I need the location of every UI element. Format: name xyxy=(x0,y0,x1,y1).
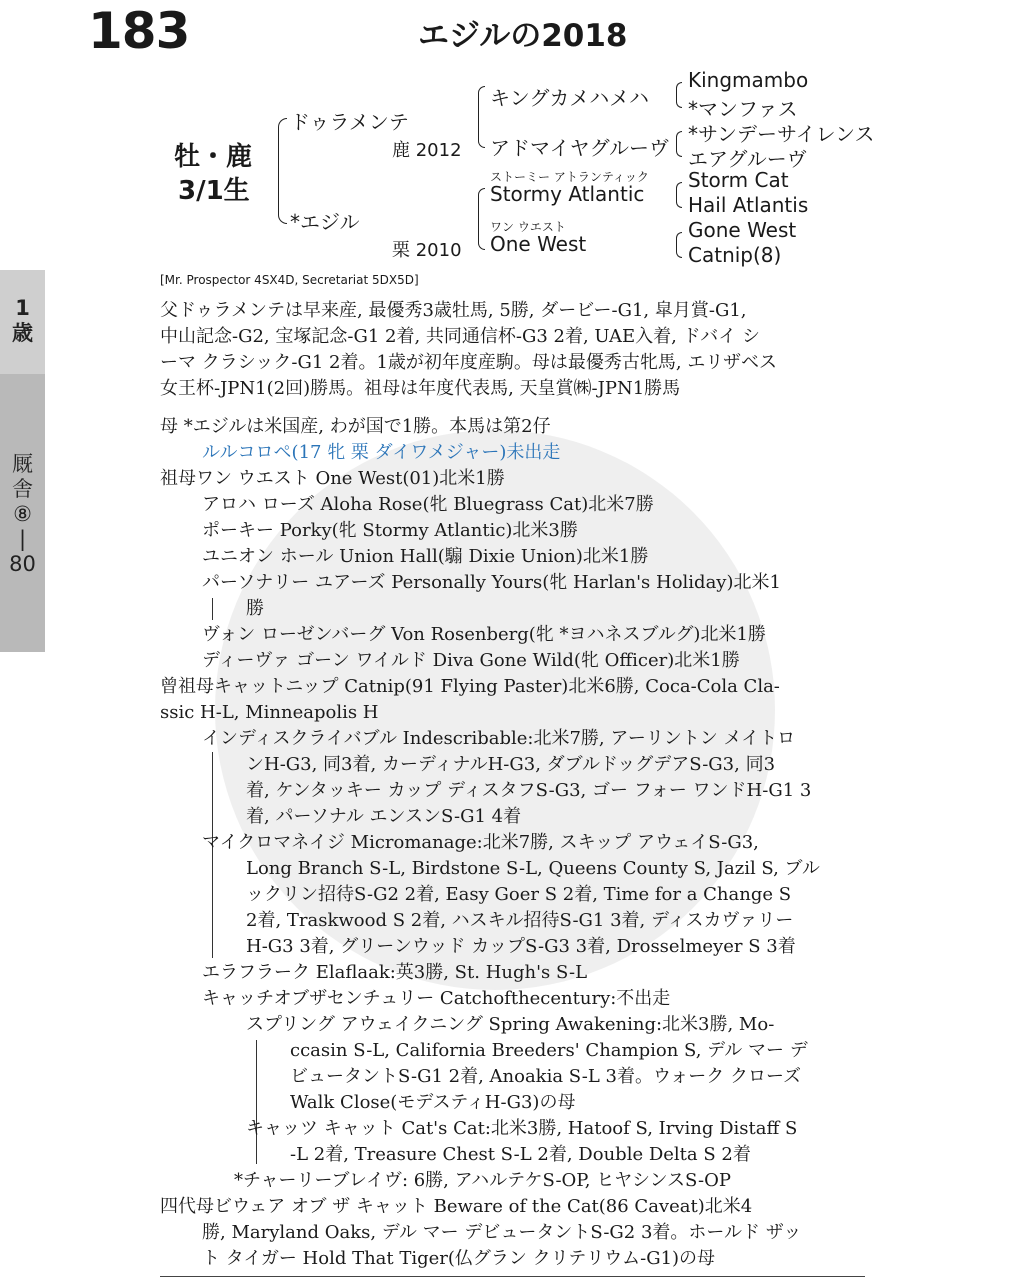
text-line: キャッチオブザセンチュリー Catchofthecentury:不出走 xyxy=(202,988,671,1009)
text-line: 中山記念-G2, 宝塚記念-G1 2着, 共同通信杯-G3 2着, UAE入着, ドバイ シ xyxy=(160,326,760,347)
text-line: *チャーリーブレイヴ: 6勝, アハルテケS-OP, ヒヤシンスS-OP xyxy=(234,1170,731,1191)
text-line: 勝, Maryland Oaks, デル マー デビュータントS-G2 3着。ホールド ザッ xyxy=(202,1222,802,1243)
pedigree-sire-sire: キングカメハメハ xyxy=(490,86,649,110)
text-line: アロハ ローズ Aloha Rose(牝 Bluegrass Cat)北米7勝 xyxy=(202,494,654,515)
sidebar-tab-age xyxy=(0,270,45,374)
page-title: エジルの2018 xyxy=(418,18,628,54)
inbreeding-note: [Mr. Prospector 4SX4D, Secretariat 5DX5D] xyxy=(160,273,419,287)
pedigree-brace-dam xyxy=(478,188,485,250)
text-line: 女王杯-JPN1(2回)勝馬。祖母は年度代表馬, 天皇賞㈱-JPN1勝馬 xyxy=(160,378,681,399)
text-line: ーマ クラシック-G1 2着。1歳が初年度産駒。母は最優秀古牝馬, エリザベス xyxy=(160,352,777,373)
text-line: ssic H-L, Minneapolis H xyxy=(160,702,379,723)
text-line: インディスクライバブル Indescribable:北米7勝, アーリントン メイトロ xyxy=(202,728,796,749)
pedigree-dam: *エジル xyxy=(290,210,360,234)
text-line: ディーヴァ ゴーン ワイルド Diva Gone Wild(牝 Officer)北米1勝 xyxy=(202,650,740,671)
pedigree-brace-ds xyxy=(676,182,682,208)
text-line: 勝 xyxy=(246,598,264,619)
pedigree-sds: *サンデーサイレンス xyxy=(688,122,875,146)
pedigree-dss: Storm Cat xyxy=(688,168,789,192)
text-line: 四代母ビウェア オブ ザ キャット Beware of the Cat(86 Caveat)北米4 xyxy=(160,1196,753,1217)
horse-sex-color: 牡・鹿 xyxy=(174,142,253,172)
text-line: スプリング アウェイクニング Spring Awakening:北米3勝, Mo- xyxy=(246,1014,775,1035)
pedigree-sss: Kingmambo xyxy=(688,68,809,92)
indent-bar xyxy=(212,598,213,620)
text-line: H-G3 3着, グリーンウッド カップS-G3 3着, Drosselmeyer S 3着 xyxy=(246,936,796,957)
text-line: 着, パーソナル エンスンS-G1 4着 xyxy=(246,806,522,827)
text-line: ンH-G3, 同3着, カーディナルH-G3, ダブルドッグデアS-G3, 同3 xyxy=(246,754,776,775)
pedigree-brace-ss xyxy=(676,82,682,108)
pedigree-dam-dam-ruby: ワン ウエスト xyxy=(490,220,566,234)
bottom-rule xyxy=(160,1276,865,1277)
pedigree-dds: Gone West xyxy=(688,218,797,242)
pedigree-sire-detail: 鹿 2012 xyxy=(392,140,462,161)
text-line: ヴォン ローゼンバーグ Von Rosenberg(牝 *ヨハネスブルグ)北米1勝 xyxy=(202,624,766,645)
pedigree-ssd: *マンファス xyxy=(688,97,798,121)
text-line: ト タイガー Hold That Tiger(仏グラン クリテリウム-G1)の母 xyxy=(202,1248,716,1269)
text-line: マイクロマネイジ Micromanage:北米7勝, スキップ アウェイS-G3, xyxy=(202,832,759,853)
text-line: 着, ケンタッキー カップ ディスタフS-G3, ゴー フォー ワンドH-G1 3 xyxy=(246,780,812,801)
pedigree-dam-dam: One West xyxy=(490,232,587,256)
sidebar-stable-label: 厩 舎 ⑧ | 80 xyxy=(9,452,36,576)
text-line: 母 *エジルは米国産, わが国で1勝。本馬は第2仔 xyxy=(160,416,551,437)
horse-birth: 3/1生 xyxy=(178,176,250,206)
pedigree-dsd: Hail Atlantis xyxy=(688,193,809,217)
text-line: Long Branch S-L, Birdstone S-L, Queens County S, Jazil S, ブル xyxy=(246,858,820,879)
pedigree-brace-sd xyxy=(676,131,682,157)
sidebar-age-label: 1 歳 xyxy=(12,296,33,345)
pedigree-brace-gen1 xyxy=(278,118,287,224)
pedigree-brace-sire xyxy=(478,86,485,148)
pedigree-sire-dam: アドマイヤグルーヴ xyxy=(490,136,669,160)
text-line: Walk Close(モデスティH-G3)の母 xyxy=(290,1092,576,1113)
text-line: ユニオン ホール Union Hall(騸 Dixie Union)北米1勝 xyxy=(202,546,649,567)
text-line: 父ドゥラメンテは早来産, 最優秀3歳牡馬, 5勝, ダービー-G1, 皐月賞-G1, xyxy=(160,300,747,321)
indent-bar xyxy=(256,1040,257,1164)
pedigree-dam-sire-ruby: ストーミー アトランティック xyxy=(490,170,649,184)
text-line: 2着, Traskwood S 2着, ハスキル招待S-G1 3着, ディスカヴァリー xyxy=(246,910,794,931)
text-line: パーソナリー ユアーズ Personally Yours(牝 Harlan's Holiday)北米1 xyxy=(202,572,781,593)
text-line: 曾祖母キャットニップ Catnip(91 Flying Paster)北米6勝, Coca-Cola Cla- xyxy=(160,676,780,697)
text-line: ccasin S-L, California Breeders' Champion S, デル マー デ xyxy=(290,1040,808,1061)
page-number: 183 xyxy=(88,2,190,60)
pedigree-ddd: Catnip(8) xyxy=(688,243,782,267)
text-line: キャッツ キャット Cat's Cat:北米3勝, Hatoof S, Irving Distaff S xyxy=(246,1118,798,1139)
text-line: ポーキー Porky(牝 Stormy Atlantic)北米3勝 xyxy=(202,520,578,541)
text-line-sibling: ルルコロペ(17 牝 栗 ダイワメジャー)未出走 xyxy=(202,442,561,463)
pedigree-sire: ドゥラメンテ xyxy=(290,110,409,134)
pedigree-sdd: エアグルーヴ xyxy=(688,147,807,171)
pedigree-dam-sire: Stormy Atlantic xyxy=(490,182,645,206)
text-line: 祖母ワン ウエスト One West(01)北米1勝 xyxy=(160,468,505,489)
sidebar-tab-stable xyxy=(0,374,45,652)
text-line: -L 2着, Treasure Chest S-L 2着, Double Delta S 2着 xyxy=(290,1144,751,1165)
text-line: ビュータントS-G1 2着, Anoakia S-L 3着。ウォーク クローズ xyxy=(290,1066,802,1087)
pedigree-brace-dd xyxy=(676,232,682,258)
text-line: ックリン招待S-G2 2着, Easy Goer S 2着, Time for a Change S xyxy=(246,884,792,905)
pedigree-dam-detail: 栗 2010 xyxy=(392,240,462,261)
text-line: エラフラーク Elaflaak:英3勝, St. Hugh's S-L xyxy=(202,962,588,983)
